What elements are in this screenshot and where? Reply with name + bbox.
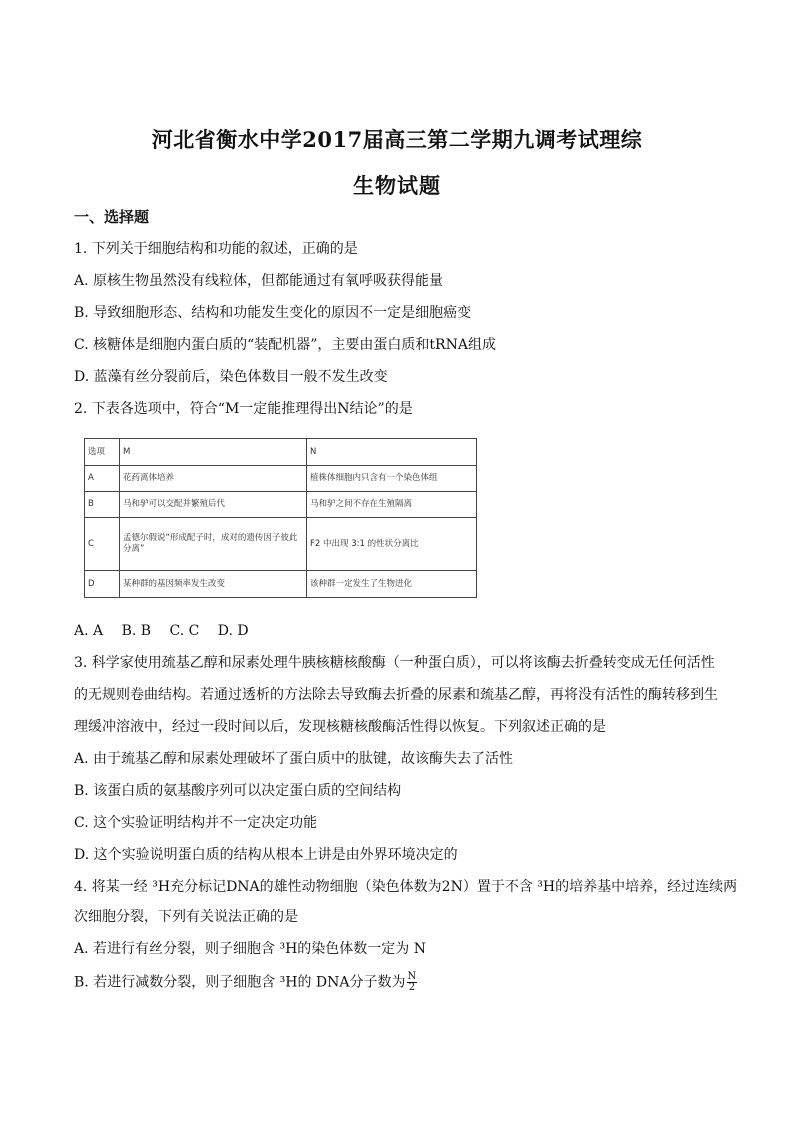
table-row [85, 571, 477, 598]
table-header-cell: M [120, 439, 307, 466]
table-cell: B [85, 492, 120, 518]
table-cell: D [85, 571, 120, 598]
table-cell: 某种群的基因频率发生改变 [120, 571, 307, 598]
table-cell: 马和驴之间不存在生殖隔离 [307, 492, 477, 518]
question-1-option-c: C. 核糖体是细胞内蛋白质的“装配机器”，主要由蛋白质和tRNA组成 [74, 337, 496, 353]
fraction-denominator: 2 [408, 982, 416, 993]
table-cell: 孟德尔假说“形成配子时，成对的遗传因子彼此分离” [120, 518, 307, 571]
table-row [85, 518, 477, 571]
fraction [407, 972, 418, 993]
question-4-option-a: A. 若进行有丝分裂，则子细胞含 ³H的染色体数一定为 N [74, 941, 426, 957]
table-cell: C [85, 518, 120, 571]
question-4-option-b-text: B. 若进行减数分裂，则子细胞含 ³H的 DNA分子数为 [74, 974, 406, 991]
question-3-option-b: B. 该蛋白质的氨基酸序列可以决定蛋白质的空间结构 [74, 783, 402, 799]
table-cell: 植株体细胞内只含有一个染色体组 [307, 466, 477, 492]
question-1-option-a: A. 原核生物虽然没有线粒体，但都能通过有氧呼吸获得能量 [74, 273, 444, 289]
question-2-table [84, 438, 477, 598]
exam-subtitle: 生物试题 [353, 173, 441, 198]
table-cell: 该种群一定发生了生物进化 [307, 571, 477, 598]
table-cell: 花药离体培养 [120, 466, 307, 492]
question-1-option-d: D. 蓝藻有丝分裂前后，染色体数目一般不发生改变 [74, 369, 388, 385]
question-2-stem: 2. 下表各选项中，符合“M一定能推理得出N结论”的是 [74, 401, 413, 417]
question-1-stem: 1. 下列关于细胞结构和功能的叙述，正确的是 [74, 241, 358, 257]
fraction-numerator: N [407, 971, 417, 982]
question-3-stem-line: 理缓冲溶液中，经过一段时间以后，发现核糖核酸酶活性得以恢复。下列叙述正确的是 [74, 719, 606, 735]
question-3-option-a: A. 由于巯基乙醇和尿素处理破坏了蛋白质中的肽键，故该酶失去了活性 [74, 751, 514, 767]
table-header-row [85, 439, 477, 466]
question-3-option-d: D. 这个实验说明蛋白质的结构从根本上讲是由外界环境决定的 [74, 847, 458, 863]
table-row [85, 492, 477, 518]
table-cell: F2 中出现 3:1 的性状分离比 [307, 518, 477, 571]
table-header-cell: 选项 [85, 439, 120, 466]
question-4-stem-line: 4. 将某一经 ³H充分标记DNA的雄性动物细胞（染色体数为2N）置于不含 ³H的培养基中培养，经过连续两 [74, 879, 738, 895]
table-header-cell: N [307, 439, 477, 466]
question-4-stem-line: 次细胞分裂，下列有关说法正确的是 [74, 909, 298, 925]
question-3-stem-line: 的无规则卷曲结构。若通过透析的方法除去导致酶去折叠的尿素和巯基乙醇，再将没有活性的酶转移到生 [74, 687, 718, 703]
question-2-answers: A. A B. B C. C D. D [74, 623, 249, 639]
question-1-option-b: B. 导致细胞形态、结构和功能发生变化的原因不一定是细胞癌变 [74, 305, 472, 321]
question-4-option-b [74, 972, 417, 993]
table-row [85, 466, 477, 492]
table-cell: A [85, 466, 120, 492]
exam-title: 河北省衡水中学2017届高三第二学期九调考试理综 [151, 127, 643, 152]
question-3-stem-line: 3. 科学家使用巯基乙醇和尿素处理牛胰核糖核酸酶（一种蛋白质），可以将该酶去折叠转变成无任何活性 [74, 655, 715, 671]
section-heading: 一、选择题 [74, 208, 150, 226]
question-3-option-c: C. 这个实验证明结构并不一定决定功能 [74, 815, 318, 831]
table-cell: 马和驴可以交配并繁殖后代 [120, 492, 307, 518]
